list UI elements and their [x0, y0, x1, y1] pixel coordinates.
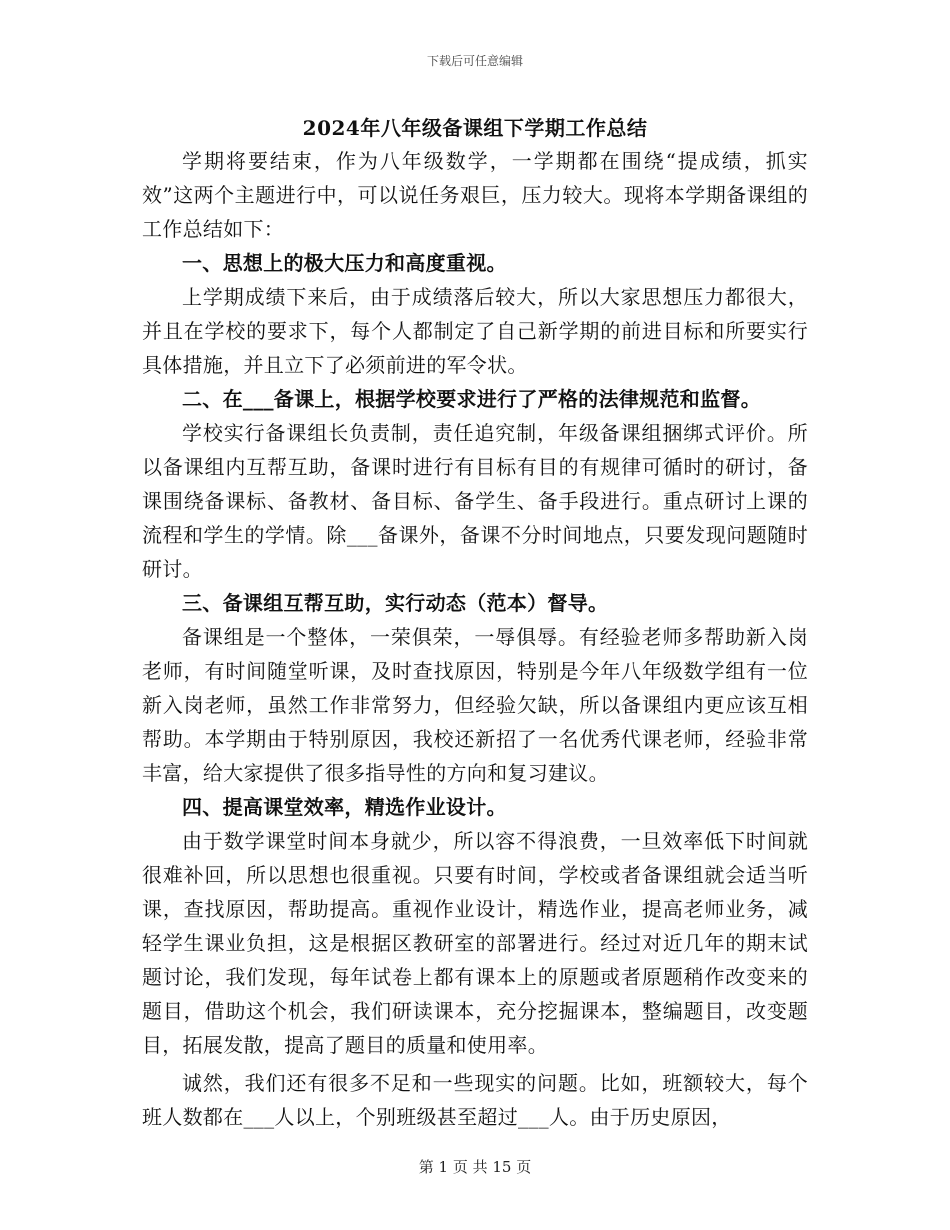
section-1-paragraph: 上学期成绩下来后，由于成绩落后较大，所以大家思想压力都很大，并且在学校的要求下，每个人都制定了自己新学期的前进目标和所要实行具体措施，并且立下了必须前进的军令状。 [142, 285, 808, 377]
header-note: 下载后可任意编辑 [426, 54, 523, 68]
closing-paragraph: 诚然，我们还有很多不足和一些现实的问题。比如，班额较大，每个班人数都在___人以上，个别班级甚至超过___人。由于历史原因， [142, 1071, 808, 1129]
section-2-paragraph: 学校实行备课组长负责制，责任追究制，年级备课组捆绑式评价。所以备课组内互帮互助，备课时进行有目标有目的有规律可循时的研讨，备课围绕备课标、备教材、备目标、备学生、备手段进行。重点研讨上课的流程和学生的学情。除___备课外，备课不分时间地点，只要发现问题随时研讨。 [142, 421, 808, 581]
section-heading-2: 二、在___备课上，根据学校要求进行了严格的法律规范和监督。 [182, 387, 761, 411]
page-number: 第 1 页 共 15 页 [418, 1158, 532, 1176]
intro-paragraph: 学期将要结束，作为八年级数学，一学期都在围绕“提成绩，抓实效”这两个主题进行中，可以说任务艰巨，压力较大。现将本学期备课组的工作总结如下： [142, 149, 808, 241]
section-4-paragraph: 由于数学课堂时间本身就少，所以容不得浪费，一旦效率低下时间就很难补回，所以思想也很重视。只要有时间，学校或者备课组就会适当听课，查找原因，帮助提高。重视作业设计，精选作业，提高老师业务，减轻学生课业负担，这是根据区教研室的部署进行。经过对近几年的期末试题讨论，我们发现，每年试卷上都有课本上的原题或者原题稍作改变来的题目，借助这个机会，我们研读课本，充分挖掘课本，整编题目，改变题目，拓展发散，提高了题目的质量和使用率。 [142, 829, 808, 1057]
document-title: 2024年八年级备课组下学期工作总结 [302, 116, 648, 140]
document-body [142, 144, 808, 1134]
section-heading-3: 三、备课组互帮互助，实行动态（范本）督导。 [182, 591, 609, 615]
section-heading-1: 一、思想上的极大压力和高度重视。 [182, 251, 507, 275]
section-3-paragraph: 备课组是一个整体，一荣俱荣，一辱俱辱。有经验老师多帮助新入岗老师，有时间随堂听课，及时查找原因，特别是今年八年级数学组有一位新入岗老师，虽然工作非常努力，但经验欠缺，所以备课组内更应该互相帮助。本学期由于特别原因，我校还新招了一名优秀代课老师，经验非常丰富，给大家提供了很多指导性的方向和复习建议。 [142, 625, 808, 785]
section-heading-4: 四、提高课堂效率，精选作业设计。 [182, 795, 507, 819]
